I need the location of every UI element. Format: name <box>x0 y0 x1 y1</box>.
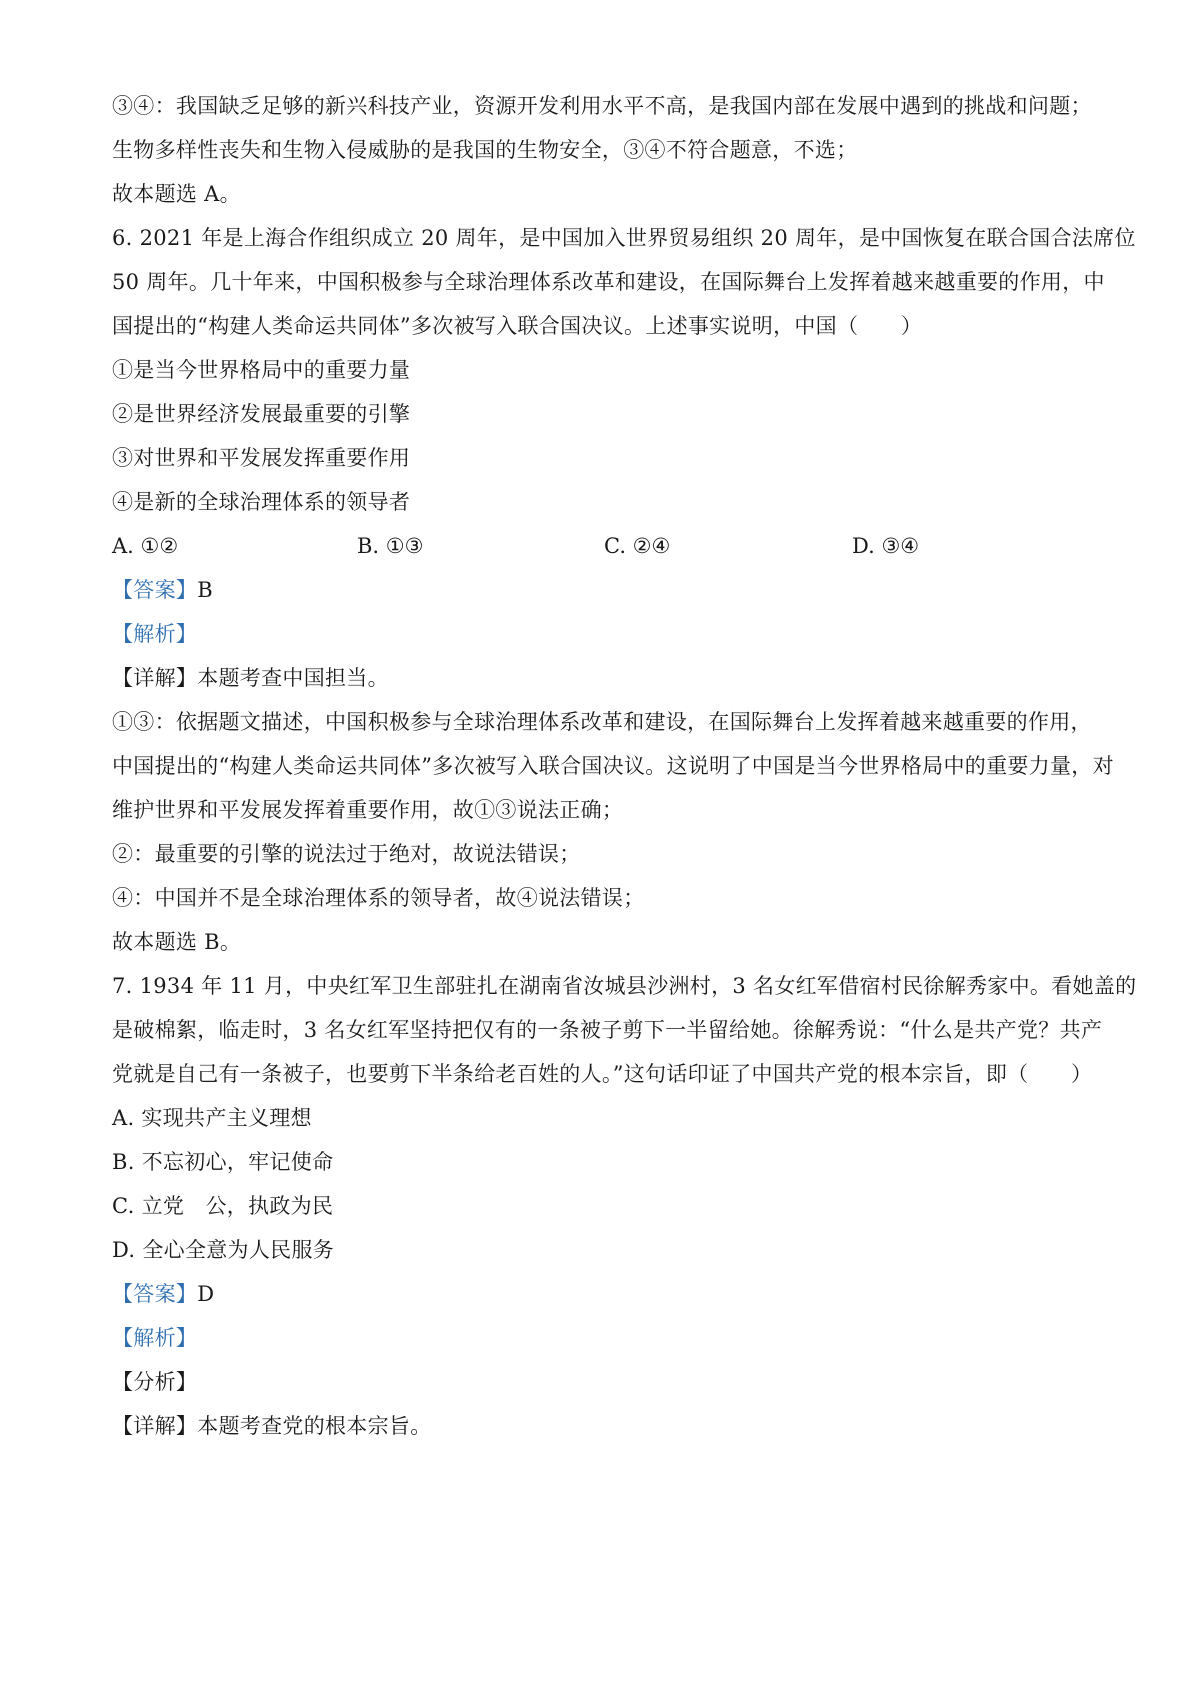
q7-option-a: A. 实现共产主义理想 <box>112 1106 312 1130</box>
q7-stem-line: 7. 1934 年 11 月，中央红军卫生部驻扎在湖南省汝城县沙洲村，3 名女红军借宿村民徐解秀家中。看她盖的 <box>112 974 1137 998</box>
analysis-conclusion: 故本题选 A。 <box>112 182 241 206</box>
detail-text: 本题考查中国担当。 <box>197 666 389 690</box>
detail-label: 【详解】 <box>112 1414 198 1438</box>
q7-analysis-label: 【解析】 <box>112 1326 198 1350</box>
q6-options <box>112 531 1112 561</box>
detail-text: 本题考查党的根本宗旨。 <box>197 1414 432 1438</box>
answer-label: 【答案】 <box>112 578 198 602</box>
q6-explanation-line: ④：中国并不是全球治理体系的领导者，故④说法错误； <box>112 886 645 910</box>
answer-value: B <box>197 578 213 602</box>
q6-explanation-line: ②：最重要的引擎的说法过于绝对，故说法错误； <box>112 842 581 866</box>
q6-explanation-line: ①③：依据题文描述，中国积极参与全球治理体系改革和建设，在国际舞台上发挥着越来越重要的作用， <box>112 710 1092 734</box>
q6-item: ③对世界和平发展发挥重要作用 <box>112 446 411 470</box>
q6-analysis-label: 【解析】 <box>112 622 198 646</box>
analysis-line: 生物多样性丧失和生物入侵威胁的是我国的生物安全，③④不符合题意，不选； <box>112 138 858 162</box>
q7-option-b: B. 不忘初心，牢记使命 <box>112 1150 334 1174</box>
q7-detail <box>112 1411 1120 1441</box>
q6-option-b: B. ①③ <box>357 534 424 558</box>
answer-label: 【答案】 <box>112 1282 198 1306</box>
q7-fenxi-label: 【分析】 <box>112 1370 198 1394</box>
q6-detail <box>112 663 1120 693</box>
q6-option-a: A. ①② <box>112 534 179 558</box>
q6-option-c: C. ②④ <box>604 534 671 558</box>
q7-option-c: C. 立党 公，执政为民 <box>112 1194 334 1218</box>
detail-label: 【详解】 <box>112 666 198 690</box>
q6-explanation-line: 中国提出的“构建人类命运共同体”多次被写入联合国决议。这说明了中国是当今世界格局中的重要力量，对 <box>112 754 1114 778</box>
q7-stem-line: 是破棉絮，临走时，3 名女红军坚持把仅有的一条被子剪下一半留给她。徐解秀说：“什么是共产党？共产 <box>112 1018 1103 1042</box>
q6-stem-line: 50 周年。几十年来，中国积极参与全球治理体系改革和建设，在国际舞台上发挥着越来越重要的作用，中 <box>112 270 1105 294</box>
q6-explanation-line: 维护世界和平发展发挥着重要作用，故①③说法正确； <box>112 798 624 822</box>
answer-value: D <box>197 1282 215 1306</box>
q6-item: ④是新的全球治理体系的领导者 <box>112 490 411 514</box>
q6-option-d: D. ③④ <box>852 534 920 558</box>
q6-answer <box>112 575 1120 605</box>
q6-stem-line: 国提出的“构建人类命运共同体”多次被写入联合国决议。上述事实说明，中国（ ） <box>112 314 923 338</box>
q7-stem-line: 党就是自己有一条被子，也要剪下半条给老百姓的人。”这句话印证了中国共产党的根本宗旨，即（ ） <box>112 1062 1093 1086</box>
q6-item: ②是世界经济发展最重要的引擎 <box>112 402 411 426</box>
q7-option-d: D. 全心全意为人民服务 <box>112 1238 335 1262</box>
q6-stem-line: 6. 2021 年是上海合作组织成立 20 周年，是中国加入世界贸易组织 20 周年，是中国恢复在联合国合法席位 <box>112 226 1136 250</box>
q6-item: ①是当今世界格局中的重要力量 <box>112 358 411 382</box>
q7-answer <box>112 1279 1120 1309</box>
q6-conclusion: 故本题选 B。 <box>112 930 242 954</box>
analysis-line: ③④：我国缺乏足够的新兴科技产业，资源开发利用水平不高，是我国内部在发展中遇到的挑战和问题； <box>112 94 1092 118</box>
